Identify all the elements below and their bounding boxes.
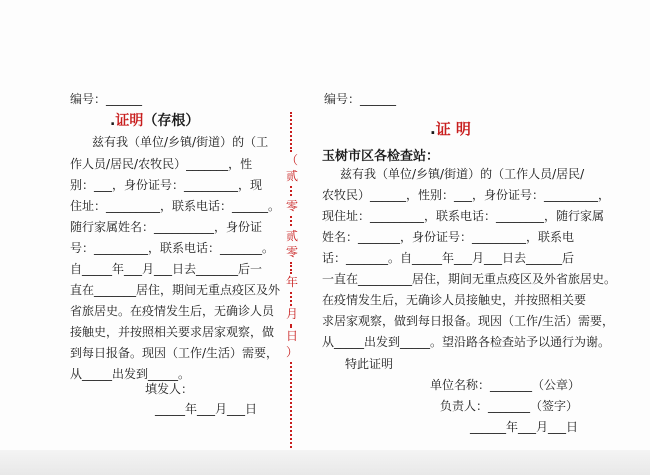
- perforation-dots: [290, 262, 294, 274]
- main-title-red: 证 明: [435, 120, 471, 138]
- stub-line: 作人员/居民/农牧民）_______，性: [70, 157, 253, 171]
- stub-line: 直在_______居住，期间无重点疫区及外: [70, 283, 281, 297]
- main-line: 兹有我（单位/乡镇/街道）的（工作人员/居民/: [340, 167, 585, 181]
- divider-char: ）: [286, 345, 299, 359]
- main-title: [430, 118, 471, 139]
- stub-title-prefix: .: [110, 113, 116, 129]
- divider-char: 零: [286, 245, 299, 259]
- main-line: 从_____出发到_____。望沿路各检查站予以通行为谢。: [322, 335, 611, 349]
- main-number: 编号：______: [324, 92, 397, 106]
- stub-line: 到每日报备。现因（工作/生活）需要，: [70, 346, 279, 360]
- stub-line: 随行家属姓名：__________，身份证: [70, 220, 263, 234]
- stub-title-suffix: （存根）: [143, 113, 200, 129]
- stub-line: 从_____出发到_____。: [70, 367, 191, 381]
- divider-char: 贰: [286, 169, 299, 183]
- main-line: 求居家观察，做到每日报备。现因（工作/生活）需要，: [322, 314, 615, 328]
- divider-char: 贰: [286, 229, 299, 243]
- divider-char: 日: [286, 329, 299, 343]
- main-closing: 特此证明: [345, 357, 394, 371]
- main-line: 话：_______。自_____年___月___日去______后: [322, 251, 575, 265]
- main-line: 现住址：_________，联系电话：________，随行家属: [322, 209, 605, 223]
- stub-signer: 填发人：: [145, 382, 194, 396]
- main-unit: 单位名称：_______（公章）: [430, 378, 581, 392]
- stub-line: 接触史，并按照相关要求居家观察，做: [70, 325, 275, 339]
- stub-line: 省旅居史。在疫情发生后，无确诊人员: [70, 304, 275, 318]
- perforation-dots: [290, 362, 294, 448]
- main-line: 在疫情发生后，无确诊人员接触史，并按照相关要: [322, 293, 587, 307]
- perforation-dots: [290, 112, 294, 152]
- stub-title: [110, 110, 199, 130]
- perforation-dots: [290, 292, 294, 306]
- main-recipient: 玉树市区各检查站：: [322, 149, 440, 164]
- perforation-dots: [290, 186, 294, 196]
- main-line: 一直在_________居住，期间无重点疫区及外省旅居史。: [322, 272, 617, 286]
- main-line: 姓名：_______，身份证号：_________，联系电: [322, 230, 575, 244]
- main-date: ______年___月___日: [470, 420, 579, 434]
- stub-line: 别：___，身份证号：_________，现: [70, 178, 263, 192]
- perforation-dots: [290, 324, 294, 328]
- stub-line: 兹有我（单位/乡镇/街道）的（工: [92, 135, 269, 149]
- main-line: 农牧民）______，性别：___，身份证号：_________，: [322, 188, 611, 202]
- divider-char: 零: [286, 199, 299, 213]
- divider-char: 年: [286, 275, 299, 289]
- main-title-prefix: .: [430, 120, 436, 138]
- stub-title-red: 证明: [115, 113, 144, 129]
- stub-line: 自_____年___月___日去_______后一: [70, 262, 263, 276]
- stub-number: 编号：______: [70, 92, 143, 106]
- divider-char: 月: [286, 307, 299, 321]
- perforation-dots: [290, 216, 294, 226]
- divider-char: （: [286, 153, 299, 167]
- main-person: 负责人：_______（签字）: [440, 399, 579, 413]
- stub-line: 住址：_________，联系电话：______。: [70, 199, 281, 213]
- bottom-shadow: [0, 450, 650, 475]
- stub-date: _____年___月___日: [155, 402, 258, 416]
- stub-line: 号：_________，联系电话：_______。: [70, 241, 275, 255]
